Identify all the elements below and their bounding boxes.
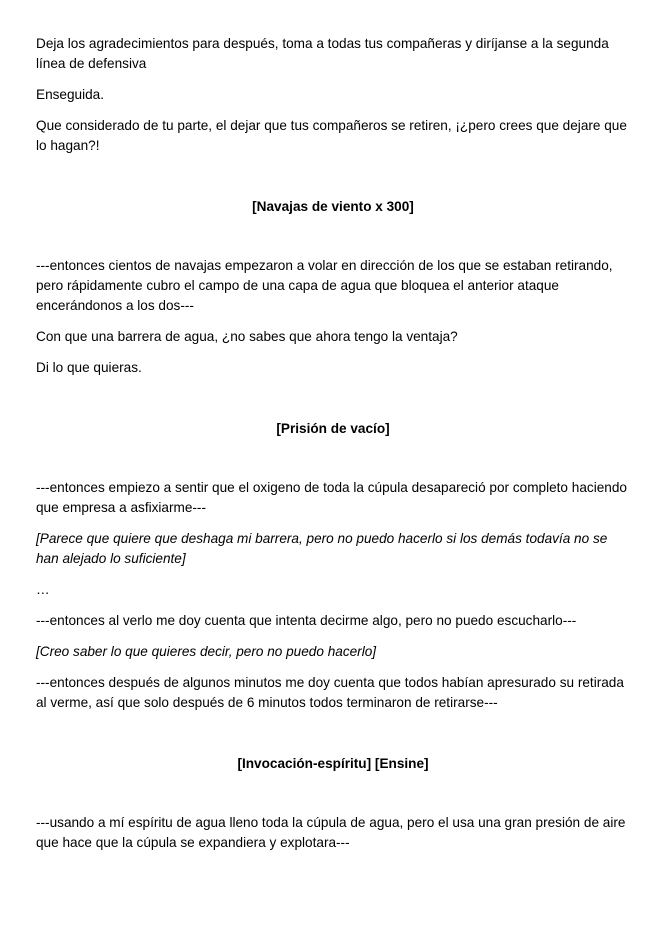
paragraph-11-italic: [Creo saber lo que quieres decir, pero no puedo hacerlo]	[36, 644, 377, 659]
paragraph-3: Que considerado de tu parte, el dejar que tus compañeros se retiren, ¡¿pero crees que dejare que lo hagan?!	[36, 118, 627, 153]
paragraph-9-ellipsis: …	[36, 582, 50, 597]
spacer	[36, 439, 630, 478]
paragraph-7: ---entonces empiezo a sentir que el oxigeno de toda la cúpula desapareció por completo haciendo que empresa a asfixiarme---	[36, 480, 627, 515]
paragraph-1: Deja los agradecimientos para después, toma a todas tus compañeras y diríjanse a la segunda línea de defensiva	[36, 36, 609, 71]
spacer	[36, 389, 630, 419]
paragraph-4: ---entonces cientos de navajas empezaron a volar en dirección de los que se estaban retirando, pero rápidamente cubro el campo de una capa de agua que bloquea el anterior ataque encerándonos a los dos---	[36, 258, 613, 313]
spacer	[36, 217, 630, 256]
heading-prision: [Prisión de vacío]	[276, 421, 390, 436]
spacer	[36, 167, 630, 197]
paragraph-13: ---usando a mí espíritu de agua lleno toda la cúpula de agua, pero el usa una gran presión de aire que hace que la cúpula se expandiera y explotara---	[36, 815, 626, 850]
heading-invocacion: [Invocación-espíritu] [Ensine]	[237, 756, 429, 771]
paragraph-6: Di lo que quieras.	[36, 360, 142, 375]
paragraph-2: Enseguida.	[36, 87, 105, 102]
paragraph-12: ---entonces después de algunos minutos me doy cuenta que todos habían apresurado su retirada al verme, así que solo después de 6 minutos todos terminaron de retirarse---	[36, 675, 624, 710]
paragraph-5: Con que una barrera de agua, ¿no sabes que ahora tengo la ventaja?	[36, 329, 458, 344]
spacer	[36, 774, 630, 813]
heading-navajas: [Navajas de viento x 300]	[252, 199, 414, 214]
paragraph-10: ---entonces al verlo me doy cuenta que intenta decirme algo, pero no puedo escucharlo---	[36, 613, 577, 628]
spacer	[36, 724, 630, 754]
paragraph-8-italic: [Parece que quiere que deshaga mi barrera, pero no puedo hacerlo si los demás todavía no se han alejado lo suficiente]	[36, 531, 608, 566]
